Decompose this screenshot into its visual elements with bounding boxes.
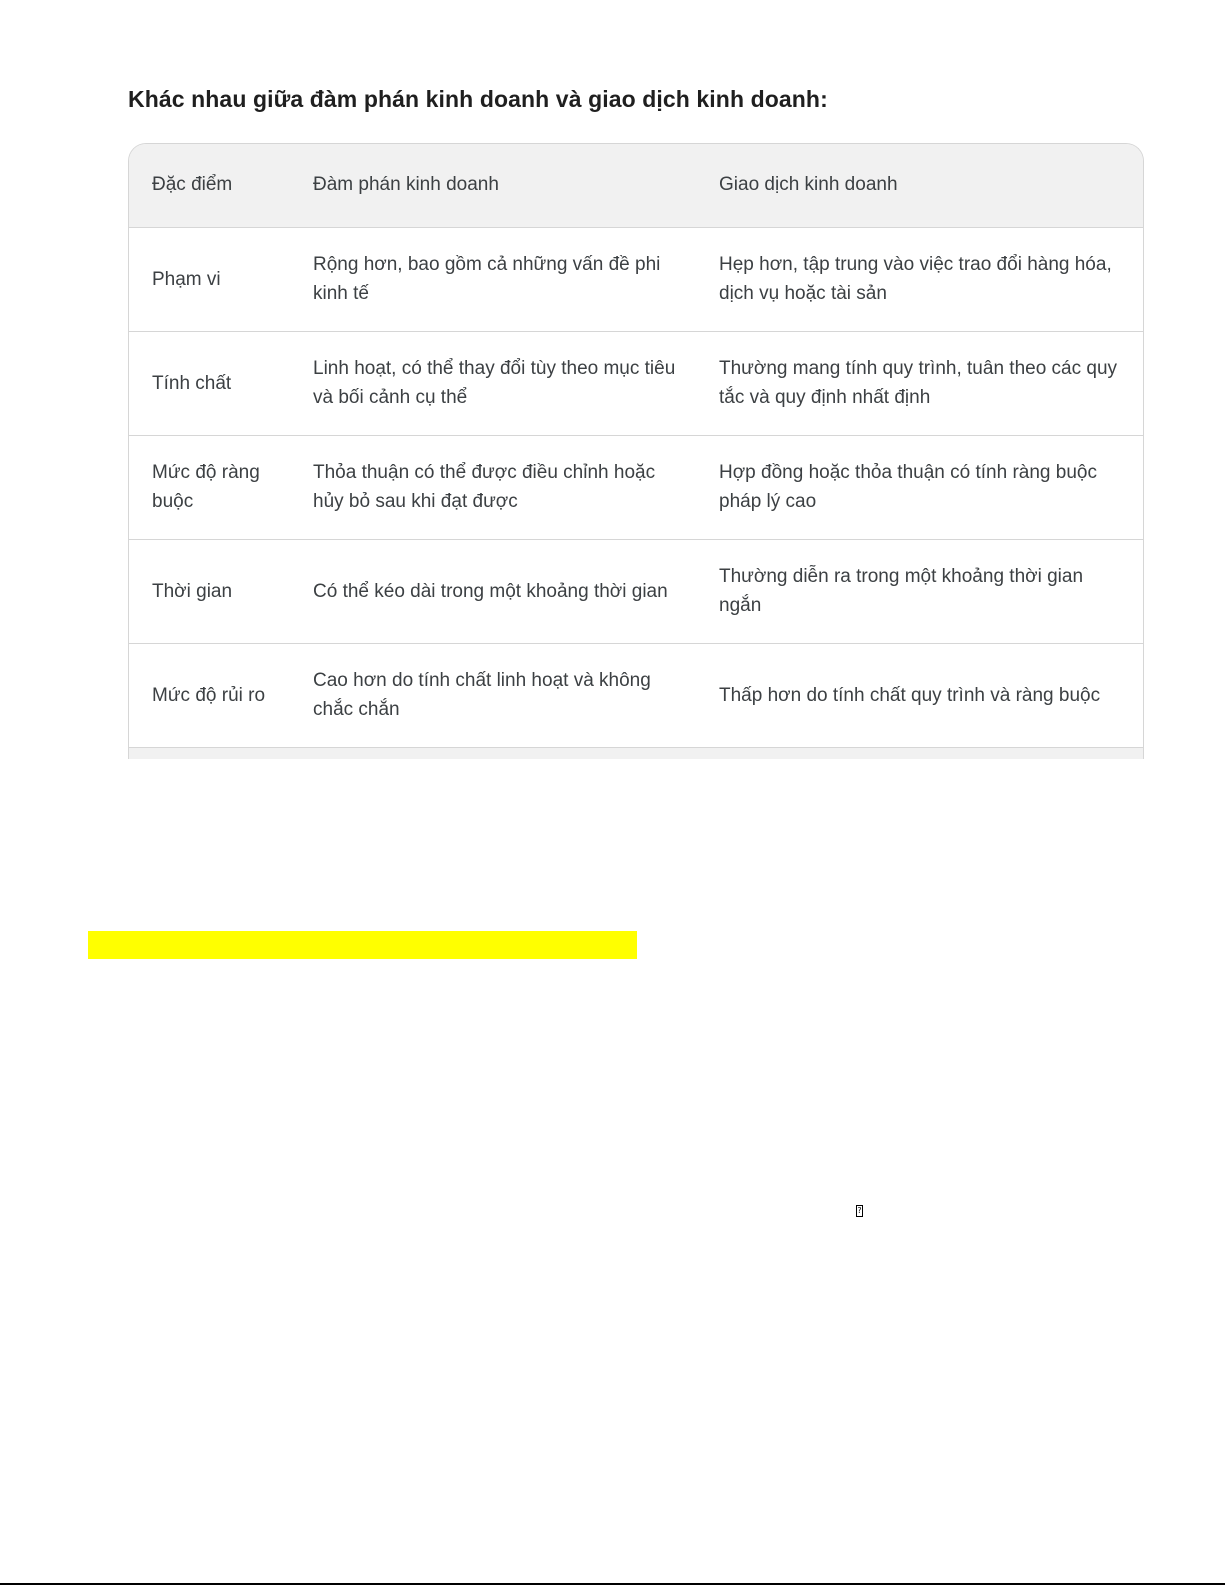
page-title: Khác nhau giữa đàm phán kinh doanh và giao dịch kinh doanh: — [128, 86, 828, 112]
row-transaction-cell: Hẹp hơn, tập trung vào việc trao đổi hàng hóa, dịch vụ hoặc tài sản — [696, 227, 1144, 331]
row-transaction-cell: Thấp hơn do tính chất quy trình và ràng buộc — [696, 643, 1144, 747]
row-feature-cell: Thời gian — [129, 539, 290, 643]
row-transaction-cell: Hợp đồng hoặc thỏa thuận có tính ràng buộc pháp lý cao — [696, 435, 1144, 539]
cutoff-cell — [129, 747, 1144, 759]
table-row-cutoff — [129, 747, 1144, 759]
row-feature-cell: Mức độ rủi ro — [129, 643, 290, 747]
row-negotiation-cell: Cao hơn do tính chất linh hoạt và không chắc chắn — [290, 643, 696, 747]
table-header-row — [129, 144, 1144, 227]
row-negotiation-cell: Thỏa thuận có thể được điều chỉnh hoặc hủy bỏ sau khi đạt được — [290, 435, 696, 539]
missing-glyph-icon: ? — [857, 1206, 862, 1215]
row-negotiation-cell: Linh hoạt, có thể thay đổi tùy theo mục tiêu và bối cảnh cụ thể — [290, 331, 696, 435]
comparison-table — [128, 143, 1144, 759]
table-row — [129, 435, 1144, 539]
column-header-negotiation: Đàm phán kinh doanh — [290, 144, 696, 227]
table-row — [129, 643, 1144, 747]
row-transaction-cell: Thường diễn ra trong một khoảng thời gian ngắn — [696, 539, 1144, 643]
row-feature-cell: Phạm vi — [129, 227, 290, 331]
row-negotiation-cell: Rộng hơn, bao gồm cả những vấn đề phi kinh tế — [290, 227, 696, 331]
table-row — [129, 227, 1144, 331]
row-negotiation-cell: Có thể kéo dài trong một khoảng thời gian — [290, 539, 696, 643]
row-feature-cell: Tính chất — [129, 331, 290, 435]
table-row — [129, 539, 1144, 643]
row-transaction-cell: Thường mang tính quy trình, tuân theo các quy tắc và quy định nhất định — [696, 331, 1144, 435]
column-header-transaction: Giao dịch kinh doanh — [696, 144, 1144, 227]
row-feature-cell: Mức độ ràng buộc — [129, 435, 290, 539]
column-header-feature: Đặc điểm — [129, 144, 290, 227]
table-row — [129, 331, 1144, 435]
highlight-bar — [88, 931, 637, 959]
